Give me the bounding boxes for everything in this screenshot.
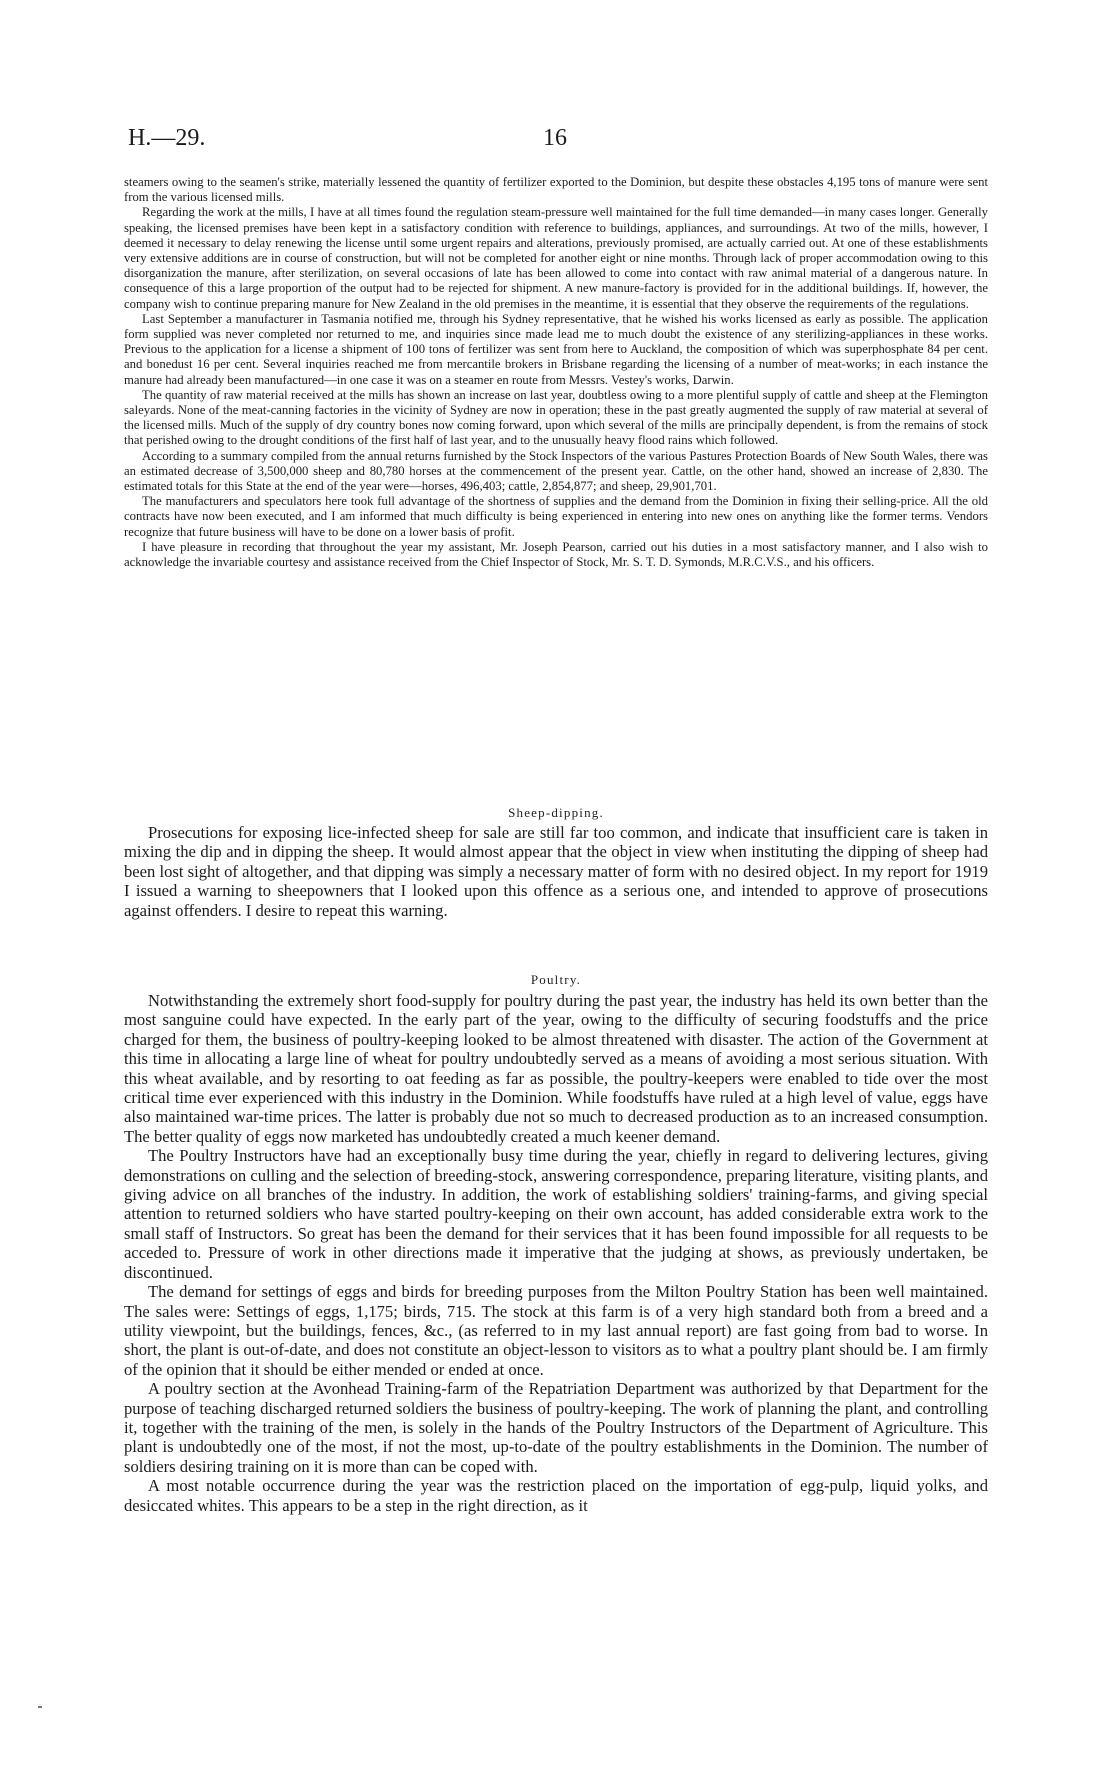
section-heading-sheep-dipping: Sheep-dipping. bbox=[508, 805, 604, 820]
margin-mark bbox=[38, 1706, 42, 1708]
paragraph: Notwithstanding the extremely short food-supply for poultry during the past year, the industry has held its own better than the most sanguine could have expected. In the early part of the year, owing to the difficulty of securing foodstuffs and the price charged for them, the business of poultry-keeping looked to be almost threatened with disaster. The action of the Government at this time in allocating a large line of wheat for poultry undoubtedly served as a means of avoiding a most serious situation. With this wheat available, and by resorting to oat feeding as far as possible, the poultry-keepers were enabled to tide over the most critical time ever experienced with this industry in the Dominion. While foodstuffs have ruled at a high level of value, eggs have also maintained war-time prices. The latter is probably due not so much to decreased production as to an increased consumption. The better quality of eggs now marketed has undoubtedly created a much keener demand. bbox=[124, 991, 988, 1146]
paragraph: Last September a manufacturer in Tasmania notified me, through his Sydney representative, that he wished his works licensed as early as possible. The application form supplied was never completed nor returned to me, and inquiries since made lead me to much doubt the existence of any sterilizing-appliances in these works. Previous to the application for a license a shipment of 100 tons of fertilizer was sent from here to Auckland, the composition of which was superphosphate 84 per cent. and bonedust 16 per cent. Several inquiries reached me from mercantile brokers in Brisbane regarding the licensing of a number of meat-works; in each instance the manure had already been manufactured—in one case it was on a steamer en route from Messrs. Vestey's works, Darwin. bbox=[124, 311, 988, 387]
paragraph: A poultry section at the Avonhead Training-farm of the Repatriation Department was authorized by that Department for the purpose of teaching discharged returned soldiers the business of poultry-keeping. The work of planning the plant, and controlling it, together with the training of the men, is solely in the hands of the Poultry Instructors of the Department of Agriculture. This plant is undoubtedly one of the most, if not the most, up-to-date of the poultry establishments in the Dominion. The number of soldiers desiring training on it is more than can be coped with. bbox=[124, 1379, 988, 1476]
paragraph: Regarding the work at the mills, I have at all times found the regulation steam-pressure well maintained for the full time demanded—in many cases longer. Generally speaking, the licensed premises have been kept in a satisfactory condition with reference to buildings, appliances, and surroundings. At two of the mills, however, I deemed it necessary to delay renewing the license until some urgent repairs and alterations, previously promised, are actually carried out. At one of these establishments very extensive additions are in course of construction, but will not be completed for another eight or nine months. Through lack of proper accommodation owing to this disorganization the manure, after sterilization, on several occasions of late has been allowed to come into contact with raw animal material of a dangerous nature. In consequence of this a large proportion of the output had to be rejected for shipment. A new manure-factory is provided for in the additional buildings. If, however, the company wish to continue preparing manure for New Zealand in the old premises in the meantime, it is essential that they observe the requirements of the regulations. bbox=[124, 205, 988, 311]
sheep-dipping-section bbox=[124, 823, 988, 920]
paragraph: The demand for settings of eggs and birds for breeding purposes from the Milton Poultry Station has been well maintained. The sales were: Settings of eggs, 1,175; birds, 715. The stock at this farm is of a very high standard both from a breed and a utility viewpoint, but the buildings, fences, &c., (as referred to in my last annual report) are fast going from bad to worse. In short, the plant is out-of-date, and does not constitute an object-lesson to visitors as to what a poultry plant should be. I am firmly of the opinion that it should be either mended or ended at once. bbox=[124, 1282, 988, 1379]
paragraph: A most notable occurrence during the year was the restriction placed on the importation of egg-pulp, liquid yolks, and desiccated whites. This appears to be a step in the right direction, as it bbox=[124, 1476, 988, 1515]
intro-section bbox=[124, 175, 988, 570]
paragraph: The manufacturers and speculators here took full advantage of the shortness of supplies and the demand from the Dominion in fixing their selling-price. All the old contracts have now been executed, and I am informed that much difficulty is being experienced in entering into new ones on anything like the former terms. Vendors recognize that future business will have to be done on a lower basis of profit. bbox=[124, 494, 988, 539]
poultry-section bbox=[124, 991, 988, 1515]
page-header bbox=[128, 125, 986, 165]
paragraph: I have pleasure in recording that throughout the year my assistant, Mr. Joseph Pearson, carried out his duties in a most satisfactory manner, and I also wish to acknowledge the invariable courtesy and assistance received from the Chief Inspector of Stock, Mr. S. T. D. Symonds, M.R.C.V.S., and his officers. bbox=[124, 539, 988, 570]
paragraph: steamers owing to the seamen's strike, materially lessened the quantity of fertilizer exported to the Dominion, but despite these obstacles 4,195 tons of manure were sent from the various licensed mills. bbox=[124, 175, 988, 205]
report-reference: H.—29. bbox=[128, 125, 206, 151]
section-heading-poultry: Poultry. bbox=[530, 972, 582, 987]
paragraph: The quantity of raw material received at the mills has shown an increase on last year, doubtless owing to a more plentiful supply of cattle and sheep at the Flemington saleyards. None of the meat-canning factories in the vicinity of Sydney are now in operation; these in the past greatly augmented the supply of raw material at several of the licensed mills. Much of the supply of dry country bones now coming forward, upon which several of the mills are principally dependent, is from the remains of stock that perished owing to the drought conditions of the first half of last year, and to the unusually heavy flood rains which followed. bbox=[124, 387, 988, 448]
paragraph: Prosecutions for exposing lice-infected sheep for sale are still far too common, and indicate that insufficient care is taken in mixing the dip and in dipping the sheep. It would almost appear that the object in view when instituting the dipping of sheep had been lost sight of altogether, and that dipping was simply a necessary matter of form with no desired object. In my report for 1919 I issued a warning to sheepowners that I looked upon this offence as a serious one, and intended to approve of prosecutions against offenders. I desire to repeat this warning. bbox=[124, 823, 988, 920]
page-number: 16 bbox=[543, 125, 567, 151]
paragraph: According to a summary compiled from the annual returns furnished by the Stock Inspectors of the various Pastures Protection Boards of New South Wales, there was an estimated decrease of 3,500,000 sheep and 80,780 horses at the commencement of the present year. Cattle, on the other hand, showed an increase of 2,830. The estimated totals for this State at the end of the year were—horses, 496,403; cattle, 2,854,877; and sheep, 29,901,701. bbox=[124, 448, 988, 494]
paragraph: The Poultry Instructors have had an exceptionally busy time during the year, chiefly in regard to delivering lectures, giving demonstrations on culling and the selection of breeding-stock, answering correspondence, preparing literature, visiting plants, and giving advice on all branches of the industry. In addition, the work of establishing soldiers' training-farms, and giving special attention to returned soldiers who have started poultry-keeping on their own account, has added considerable extra work to the small staff of Instructors. So great has been the demand for their services that it has been found impossible for all requests to be acceded to. Pressure of work in other directions made it imperative that the judging at shows, as previously undertaken, be discontinued. bbox=[124, 1146, 988, 1282]
